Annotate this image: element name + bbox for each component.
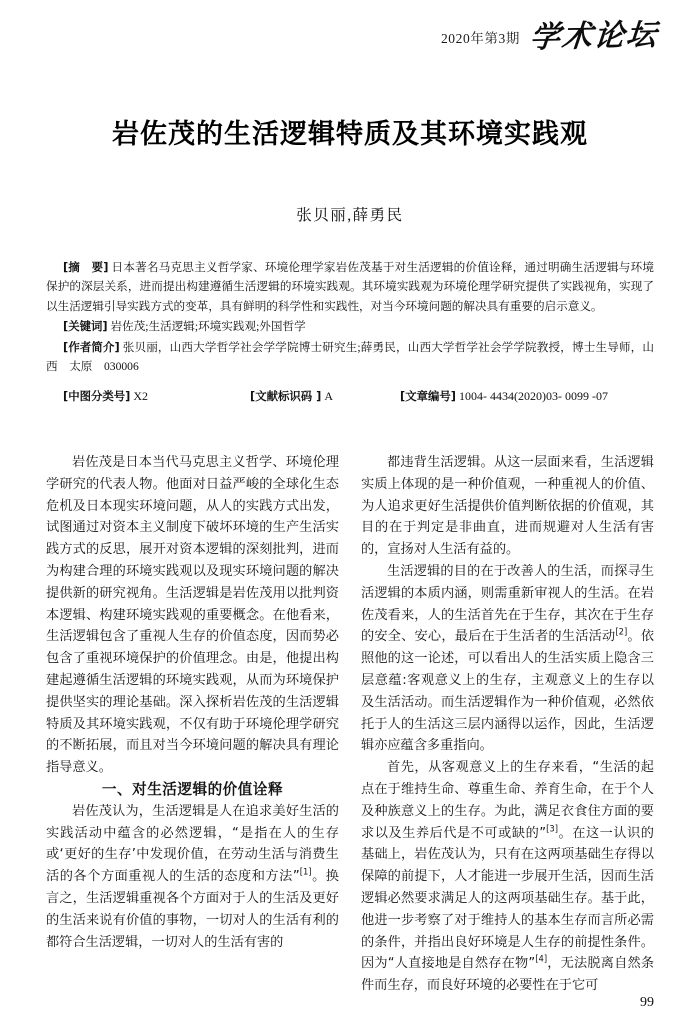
paragraph-text: 岩佐茂认为，生活逻辑是人在追求美好生活的实践活动中蕴含的必然逻辑，“是指在人的生存或‘更好的生存’中发现价值，在劳动生活与消费生活的各个方面重视人的生活的态度和方法” xyxy=(46,803,339,885)
paragraph-text: 。依照他的这一论述，可以看出人的生活实质上隐含三层意蕴:客观意义上的生存，主观意义上的生存以及生活活动。而生活逻辑作为一种价值观，必然依托于人的生活这三层内涵得以运作，因此，生活逻辑亦应蕴含多重指向。 xyxy=(361,629,655,754)
article-number-value: 1004- 4434(2020)03- 0099 -07 xyxy=(458,389,608,404)
abstract-label: [摘 要] xyxy=(63,260,109,274)
keywords-label: [关键词] xyxy=(63,319,108,334)
paragraph-text: 。在这一认识的基础上，岩佐茂认为，只有在这两项基础生存得以保障的前提下，人才能进一步展开生活，因而生活逻辑必然要求满足人的这两项基础生存。基于此，他进一步考察了对于维持人的基本生存而言所必需的条件，并指出良好环境是人生存的前提性条件。因为“人直接地是自然存在物” xyxy=(361,825,654,972)
frontmatter-block xyxy=(46,258,654,407)
article-number-cell xyxy=(400,387,654,406)
clc-code-cell xyxy=(46,387,250,406)
paragraph: 岩佐茂是日本当代马克思主义哲学、环境伦理学研究的代表人物。他面对日益严峻的全球化生态危机及日本现实环境问题，从人的实践方式出发，试图通过对资本主义制度下破坏环境的生产生活实践方式的反思，展开对资本逻辑的深刻批判，进而为构建合理的环境实践观以及现实环境问题的解决提供新的研究视角。生活逻辑是岩佐茂用以批判资本逻辑、构建环境实践观的重要概念。在他看来，生活逻辑包含了重视人生存的价值态度，因而势必包含了重视环境保护的价值理念。由是，他提出构建起遵循生活逻辑的环境实践观，从而为环境保护提供坚实的理论基础。深入探析岩佐茂的生活逻辑特质及其环境实践观，不仅有助于环境伦理学研究的不断拓展，而且对当今环境问题的解决具有理论指导意义。 xyxy=(46,455,339,776)
page-title: 岩佐茂的生活逻辑特质及其环境实践观 xyxy=(112,119,588,150)
author-bio-row xyxy=(46,338,654,377)
section-heading: 一、对生活逻辑的价值诠释 xyxy=(101,780,284,798)
citation-marker: [3] xyxy=(546,823,558,834)
paragraph-text: 生活逻辑的目的在于改善人的生活，而探寻生活逻辑的本质内涵，则需重新审视人的生活。在岩佐茂看来，人的生活首先在于生存，其次在于生存的安全、安心，最后在于生活者的生活活动 xyxy=(361,563,654,645)
document-code-value: A xyxy=(324,389,334,404)
citation-marker: [1] xyxy=(299,866,312,877)
abstract-row xyxy=(46,258,654,316)
document-code-label: [文献标识码 ] xyxy=(250,389,322,404)
paragraph: 都违背生活逻辑。从这一层面来看，生活逻辑实质上体现的是一种价值观，一种重视人的价值、为人追求更好生活提供价值判断依据的价值观，其目的在于判定是非曲直，进而规避对人生活有害的，宣扬对人生活有益的。 xyxy=(361,455,654,558)
paragraph xyxy=(361,757,654,997)
author-bio-text: 张贝丽，山西大学哲学社会学学院博士研究生;薛勇民，山西大学哲学社会学学院教授，博士生导师，山西 太原 030006 xyxy=(46,340,654,374)
article-number-label: [文章编号] xyxy=(400,389,456,404)
journal-title-calligraphy: 学术论坛 xyxy=(528,17,660,56)
body-columns xyxy=(46,452,654,997)
author-line: 张贝丽,薛勇民 xyxy=(296,207,404,224)
abstract-text: 日本著名马克思主义哲学家、环境伦理学家岩佐茂基于对生活逻辑的价值诠释，通过明确生活逻辑与环境保护的深层关系，进而提出构建遵循生活逻辑的环境实践观。其环境实践观为环境伦理学研究提供了实践视角，实现了以生活逻辑引导实践方式的变革，具有鲜明的科学性和实践性，对当今环境问题的解决具有重要的启示意义。 xyxy=(46,261,654,313)
citation-marker: [4] xyxy=(535,953,548,964)
clc-value: X2 xyxy=(133,389,149,404)
journal-masthead xyxy=(440,17,660,56)
page-number: 99 xyxy=(640,995,654,1010)
right-column xyxy=(361,452,654,997)
keywords-text: 岩佐茂;生活逻辑;环境实践观;外国哲学 xyxy=(110,320,306,334)
classification-codes-row xyxy=(46,387,654,406)
left-column xyxy=(46,452,339,997)
issue-label: 2020年第3期 xyxy=(440,31,520,46)
citation-marker: [2] xyxy=(615,626,628,637)
paragraph xyxy=(361,561,654,757)
paragraph xyxy=(46,801,339,954)
document-code-cell xyxy=(250,387,400,406)
keywords-row xyxy=(46,317,654,336)
paragraph-text: 首先，从客观意义上的生存来看，“生活的起点在于维持生命、尊重生命、养育生命，在于个人及种族意义上的生存。为此，满足衣食住方面的要求以及生养后代是不可或缺的” xyxy=(361,760,654,841)
paragraph-text: ，无法脱离自然条件而生存，而良好环境的必要性在于它可 xyxy=(361,956,655,994)
clc-label: [中图分类号] xyxy=(63,389,131,404)
paragraph-text: 。换言之，生活逻辑重视各个方面对于人的生活及更好的生活来说有价值的事物，一切对人的生活有利的都符合生活逻辑，一切对人的生活有害的 xyxy=(46,869,339,950)
author-bio-label: [作者简介] xyxy=(63,339,120,354)
